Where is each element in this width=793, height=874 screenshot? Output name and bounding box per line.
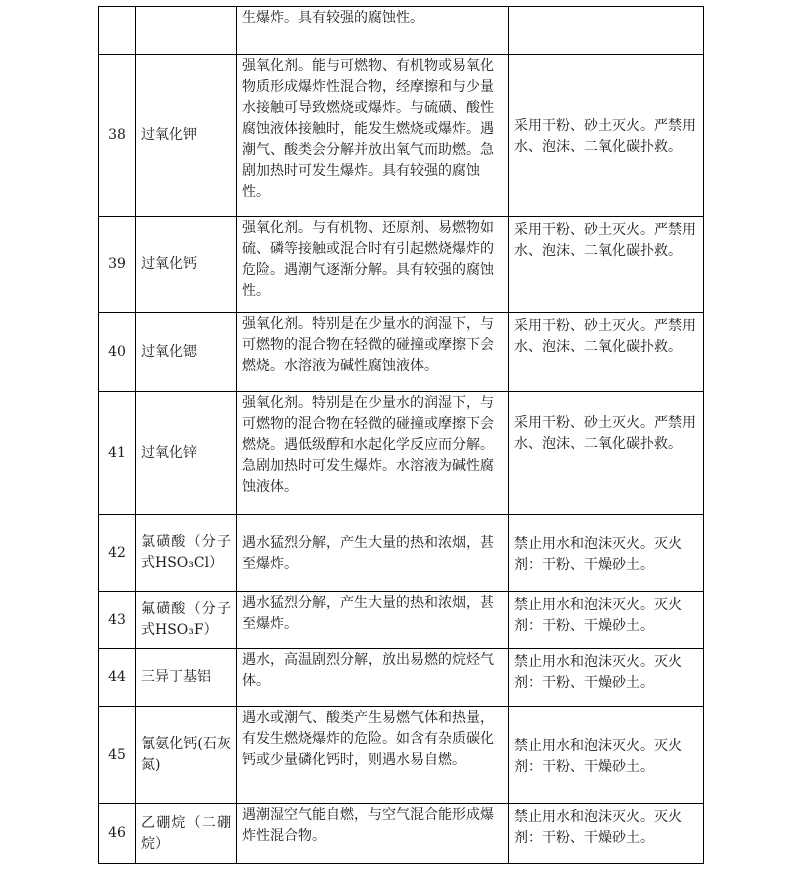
hazard-description-cell: 强氧化剂。能与可燃物、有机物或易氧化物质形成爆炸性混合物，经摩擦和与少量水接触可导致燃烧或爆炸。与硫磺、酸性腐蚀液体接触时，能发生燃烧或爆炸。遇潮气、酸类会分解并放出氧气而助燃。急剧加热时可发生爆炸。具有较强的腐蚀性。 bbox=[237, 55, 509, 217]
row-number-cell: 43 bbox=[99, 592, 136, 649]
chemical-name-cell: 三异丁基铝 bbox=[136, 649, 237, 707]
firefighting-method-cell: 禁止用水和泡沫灭火。灭火剂：干粉、干燥砂土。 bbox=[509, 707, 704, 804]
table-row-46 bbox=[99, 804, 704, 864]
chemical-name-cell: 乙硼烷（二硼烷） bbox=[136, 804, 237, 864]
row-number-cell: 38 bbox=[99, 55, 136, 217]
table-row-40 bbox=[99, 313, 704, 392]
table-row-44 bbox=[99, 649, 704, 707]
chemical-name-cell: 氰氨化钙(石灰氮) bbox=[136, 707, 237, 804]
hazard-description-cell: 遇水，高温剧烈分解，放出易燃的烷烃气体。 bbox=[237, 649, 509, 707]
chemical-name-cell: 过氧化钾 bbox=[136, 55, 237, 217]
chemical-name-cell: 氟磺酸（分子式HSO₃F） bbox=[136, 592, 237, 649]
hazard-description-cell: 强氧化剂。特别是在少量水的润湿下，与可燃物的混合物在轻微的碰撞或摩擦下会燃烧。遇低级醇和水起化学反应而分解。急剧加热时可发生爆炸。水溶液为碱性腐蚀液体。 bbox=[237, 392, 509, 515]
firefighting-method-cell: 采用干粉、砂土灭火。严禁用水、泡沫、二氧化碳扑救。 bbox=[509, 217, 704, 313]
row-number-cell bbox=[99, 7, 136, 55]
firefighting-method-cell: 采用干粉、砂土灭火。严禁用水、泡沫、二氧化碳扑救。 bbox=[509, 392, 704, 515]
hazard-description-cell: 遇潮湿空气能自燃，与空气混合能形成爆炸性混合物。 bbox=[237, 804, 509, 864]
hazard-description-cell: 遇水或潮气、酸类产生易燃气体和热量，有发生燃烧爆炸的危险。如含有杂质碳化钙或少量磷化钙时，则遇水易自燃。 bbox=[237, 707, 509, 804]
firefighting-method-cell bbox=[509, 7, 704, 55]
row-number-cell: 40 bbox=[99, 313, 136, 392]
row-number-cell: 39 bbox=[99, 217, 136, 313]
firefighting-method-cell: 采用干粉、砂土灭火。严禁用水、泡沫、二氧化碳扑救。 bbox=[509, 313, 704, 392]
chemical-name-cell: 过氧化锶 bbox=[136, 313, 237, 392]
row-number-cell: 46 bbox=[99, 804, 136, 864]
table-row-41 bbox=[99, 392, 704, 515]
hazard-description-cell: 强氧化剂。特别是在少量水的润湿下，与可燃物的混合物在轻微的碰撞或摩擦下会燃烧。水溶液为碱性腐蚀液体。 bbox=[237, 313, 509, 392]
chemical-name-cell bbox=[136, 7, 237, 55]
chemical-name-cell: 氯磺酸（分子式HSO₃Cl） bbox=[136, 515, 237, 592]
row-number-cell: 41 bbox=[99, 392, 136, 515]
table-row-38 bbox=[99, 55, 704, 217]
firefighting-method-cell: 禁止用水和泡沫灭火。灭火剂：干粉、干燥砂土。 bbox=[509, 515, 704, 592]
chemical-name-cell: 过氧化锌 bbox=[136, 392, 237, 515]
hazard-description-cell: 遇水猛烈分解，产生大量的热和浓烟，甚至爆炸。 bbox=[237, 592, 509, 649]
hazard-description-cell: 强氧化剂。与有机物、还原剂、易燃物如硫、磷等接触或混合时有引起燃烧爆炸的危险。遇潮气逐渐分解。具有较强的腐蚀性。 bbox=[237, 217, 509, 313]
firefighting-method-cell: 采用干粉、砂土灭火。严禁用水、泡沫、二氧化碳扑救。 bbox=[509, 55, 704, 217]
firefighting-method-cell: 禁止用水和泡沫灭火。灭火剂：干粉、干燥砂土。 bbox=[509, 592, 704, 649]
firefighting-method-cell: 禁止用水和泡沫灭火。灭火剂：干粉、干燥砂土。 bbox=[509, 804, 704, 864]
hazard-description-cell: 遇水猛烈分解，产生大量的热和浓烟，甚至爆炸。 bbox=[237, 515, 509, 592]
chemical-name-cell: 过氧化钙 bbox=[136, 217, 237, 313]
row-number-cell: 44 bbox=[99, 649, 136, 707]
table-row-45 bbox=[99, 707, 704, 804]
hazard-table bbox=[98, 6, 704, 864]
row-number-cell: 42 bbox=[99, 515, 136, 592]
firefighting-method-cell: 禁止用水和泡沫灭火。灭火剂：干粉、干燥砂土。 bbox=[509, 649, 704, 707]
table-row-continued bbox=[99, 7, 704, 55]
row-number-cell: 45 bbox=[99, 707, 136, 804]
table-row-42 bbox=[99, 515, 704, 592]
table-row-43 bbox=[99, 592, 704, 649]
hazard-description-cell: 生爆炸。具有较强的腐蚀性。 bbox=[237, 7, 509, 55]
table-row-39 bbox=[99, 217, 704, 313]
